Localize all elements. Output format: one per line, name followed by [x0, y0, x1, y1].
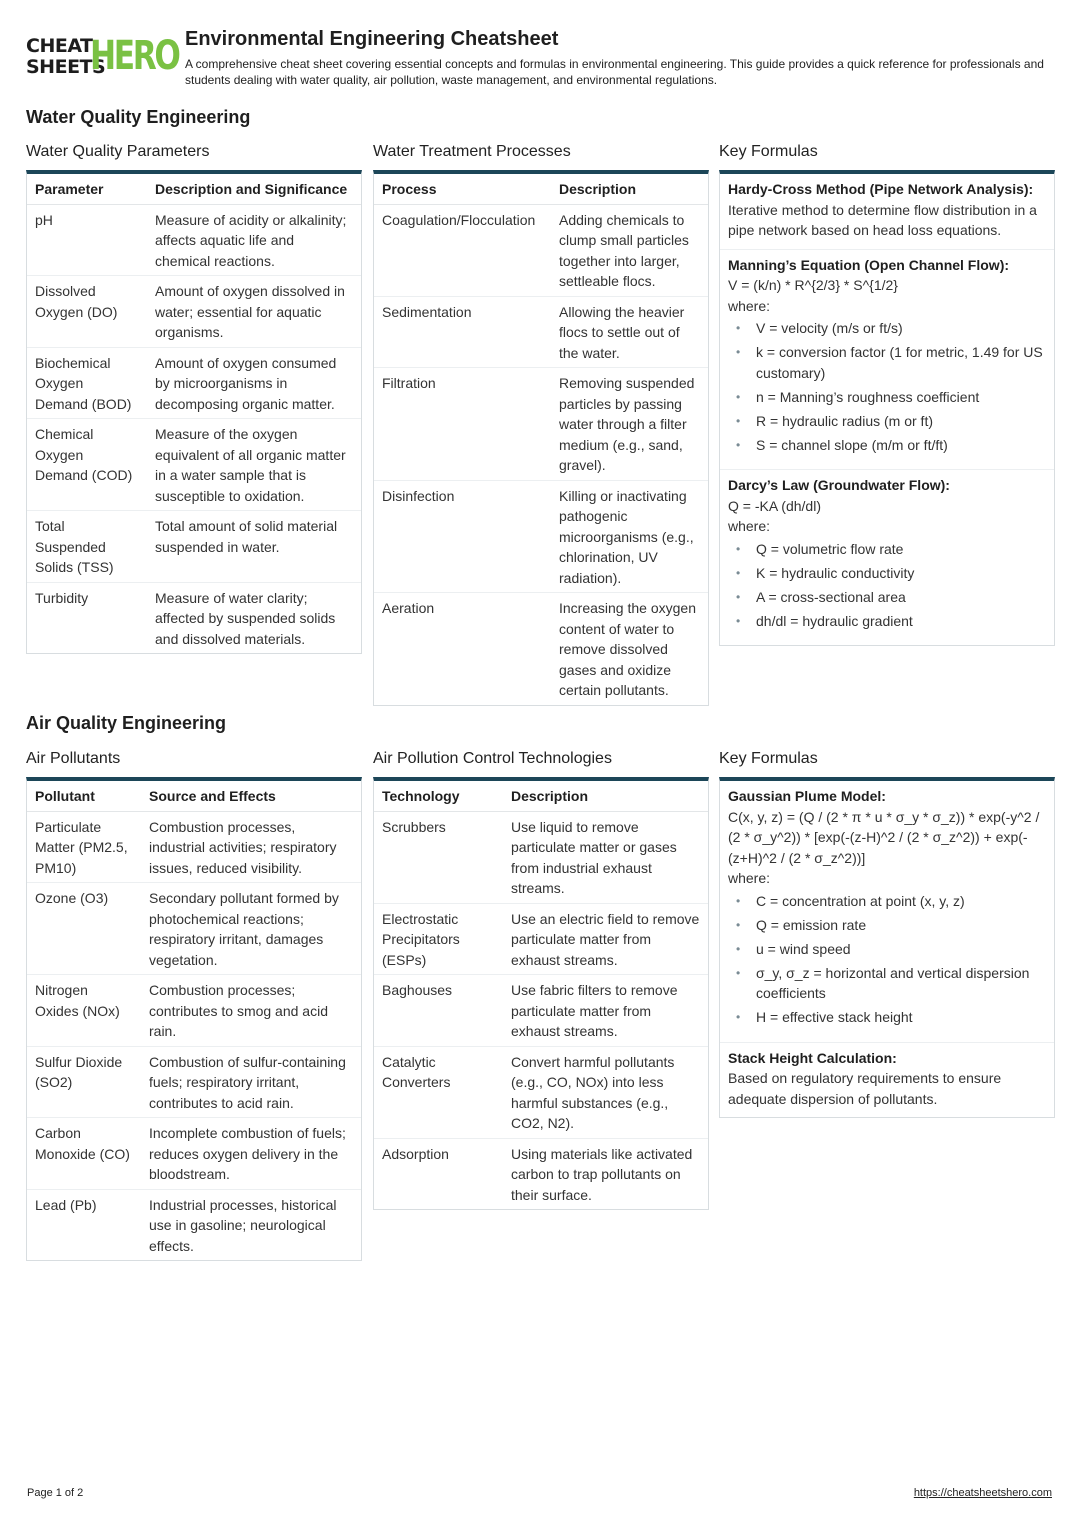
row-description: Incomplete combustion of fuels; reduces oxygen delivery in the bloodstream.: [141, 1118, 361, 1190]
table-row: [374, 903, 708, 975]
formula-block: [720, 781, 1054, 1043]
formula-block: [720, 1043, 1054, 1118]
variable-item: • n = Manning’s roughness coefficient: [756, 387, 1046, 408]
variable-item: • dh/dl = hydraulic gradient: [756, 611, 1046, 632]
table-card: [26, 777, 362, 1261]
row-description: Combustion processes, industrial activities; respiratory issues, reduced visibility.: [141, 811, 361, 883]
panel-title: Key Formulas: [719, 143, 818, 160]
air-formulas-panel: [719, 749, 1055, 1118]
water-treatment-table: [374, 174, 708, 705]
water-params-table: [27, 174, 361, 653]
formula-block: [720, 250, 1054, 471]
row-term: Electrostatic Precipitators (ESPs): [374, 903, 503, 975]
table-row: [27, 347, 361, 419]
table-row: [27, 276, 361, 348]
logo-line-1: CHEAT: [26, 35, 93, 57]
water-formulas-panel: [719, 142, 1055, 646]
table-row: [27, 811, 361, 883]
air-control-table: [374, 781, 708, 1209]
formula-card: [719, 170, 1055, 646]
formula-block: [720, 470, 1054, 645]
water-params-panel: [26, 142, 362, 654]
row-description: Total amount of solid material suspended in water.: [147, 511, 361, 583]
page-number: Page 1 of 2: [27, 1487, 84, 1499]
column-header: Description: [551, 174, 708, 204]
table-row: [27, 1118, 361, 1190]
formula-block: [720, 174, 1054, 250]
formula-text: C(x, y, z) = (Q / (2 * π * u * σ_y * σ_z)) * exp(-y^2 / (2 * σ_y^2)) * [exp(-(z-H)^2 / (2 * σ_z^2)) + exp(-(z+H)^2 / (2 * σ_z^2))]: [728, 808, 1040, 866]
table-card: [373, 777, 709, 1210]
row-description: Industrial processes, historical use in gasoline; neurological effects.: [149, 1196, 337, 1254]
variable-item: • K = hydraulic conductivity: [756, 563, 1046, 584]
table-row: [27, 419, 361, 511]
row-term: Nitrogen Oxides (NOx): [27, 975, 141, 1047]
table-row: [27, 1046, 361, 1118]
row-term: Disinfection: [374, 480, 551, 593]
table-row: [27, 883, 361, 975]
table-row: [374, 204, 708, 296]
formula-text: Based on regulatory requirements to ensure adequate dispersion of pollutants.: [728, 1070, 1002, 1107]
table-header-row: [374, 174, 708, 204]
row-description: Use fabric filters to remove particulate matter from exhaust streams.: [503, 975, 708, 1047]
column-header: Description and Significance: [147, 174, 361, 204]
logo-accent: HERO: [90, 33, 179, 79]
table-row: [374, 593, 708, 705]
table-row: [27, 511, 361, 583]
row-term: Total Suspended Solids (TSS): [27, 511, 147, 583]
variable-item: • σ_y, σ_z = horizontal and vertical dispersion coefficients: [756, 963, 1046, 1004]
variable-item: • S = channel slope (m/m or ft/ft): [756, 435, 1046, 456]
table-row: [27, 975, 361, 1047]
formula-where: where:: [728, 297, 771, 314]
formula-text: Q = -KA (dh/dl): [728, 497, 821, 514]
variable-item: • C = concentration at point (x, y, z): [756, 891, 1046, 912]
table-row: [374, 368, 708, 481]
row-description: Allowing the heavier flocs to settle out of the water.: [551, 296, 708, 368]
row-term: pH: [27, 204, 147, 276]
formula-text: Iterative method to determine flow distribution in a pipe network based on head loss equations.: [728, 201, 1037, 238]
page-description: A comprehensive cheat sheet covering essential concepts and formulas in environmental engineering. This guide provides a quick reference for professionals and students dealing with water quality, air pollution, waste management, and environmental regulations.: [185, 57, 1044, 87]
row-description: Measure of water clarity; affected by suspended solids and dissolved materials.: [155, 589, 336, 647]
row-term: Biochemical Oxygen Demand (BOD): [27, 347, 147, 419]
row-description: Measure of acidity or alkalinity; affects aquatic life and chemical reactions.: [147, 204, 361, 276]
row-term: Lead (Pb): [35, 1196, 97, 1213]
row-description: Use liquid to remove particulate matter or gases from industrial exhaust streams.: [503, 811, 708, 903]
row-description: Removing suspended particles by passing water through a filter medium (e.g., sand, gravel).: [551, 368, 708, 481]
row-description: Secondary pollutant formed by photochemical reactions; respiratory irritant, damages vegetation.: [141, 883, 361, 975]
row-description: Measure of the oxygen equivalent of all organic matter in a water sample that is susceptible to oxidation.: [147, 419, 361, 511]
variable-item: • V = velocity (m/s or ft/s): [756, 318, 1046, 339]
table-card: [373, 170, 709, 706]
column-header: Parameter: [27, 174, 147, 204]
row-term: Sedimentation: [374, 296, 551, 368]
variable-item: • Q = emission rate: [756, 915, 1046, 936]
table-row: [374, 975, 708, 1047]
page-title: Environmental Engineering Cheatsheet: [185, 28, 559, 50]
row-term: Particulate Matter (PM2.5, PM10): [27, 811, 141, 883]
table-header-row: [27, 781, 361, 811]
section-title-water: Water Quality Engineering: [26, 107, 251, 127]
variable-item: • k = conversion factor (1 for metric, 1.49 for US customary): [756, 342, 1046, 383]
row-description: Combustion of sulfur-containing fuels; respiratory irritant, contributes to acid rain.: [141, 1046, 361, 1118]
column-header: Source and Effects: [141, 781, 361, 811]
panel-title: Key Formulas: [719, 750, 818, 767]
variable-item: • A = cross-sectional area: [756, 587, 1046, 608]
variable-item: • H = effective stack height: [756, 1007, 1046, 1028]
row-term: Catalytic Converters: [374, 1046, 503, 1138]
row-description: Amount of oxygen consumed by microorganisms in decomposing organic matter.: [147, 347, 361, 419]
air-control-panel: [373, 749, 709, 1210]
table-row: [374, 811, 708, 903]
row-description: Use an electric field to remove particulate matter from exhaust streams.: [503, 903, 708, 975]
variable-list: [728, 318, 1046, 455]
row-term: Adsorption: [382, 1145, 449, 1162]
variable-list: [728, 539, 1046, 632]
row-description: Amount of oxygen dissolved in water; essential for aquatic organisms.: [147, 276, 361, 348]
row-description: Using materials like activated carbon to trap pollutants on their surface.: [511, 1145, 693, 1203]
table-header-row: [374, 781, 708, 811]
panel-title: Air Pollutants: [26, 750, 121, 767]
table-header-row: [27, 174, 361, 204]
air-pollutants-panel: [26, 749, 362, 1261]
column-header: Pollutant: [27, 781, 141, 811]
variable-list: [728, 891, 1046, 1028]
table-row: [27, 204, 361, 276]
variable-item: • R = hydraulic radius (m or ft): [756, 411, 1046, 432]
page-header: [26, 28, 1056, 88]
formula-name: Manning’s Equation (Open Channel Flow):: [728, 256, 1010, 273]
panel-title: Water Treatment Processes: [373, 143, 571, 160]
variable-item: • Q = volumetric flow rate: [756, 539, 1046, 560]
formula-where: where:: [728, 870, 771, 886]
row-description: Convert harmful pollutants (e.g., CO, NOx) into less harmful substances (e.g., CO2, N2).: [503, 1046, 708, 1138]
row-description: Adding chemicals to clump small particles together into larger, settleable flocs.: [551, 204, 708, 296]
row-term: Coagulation/Flocculation: [374, 204, 551, 296]
formula-name: Gaussian Plume Model:: [728, 788, 886, 804]
row-term: Chemical Oxygen Demand (COD): [27, 419, 147, 511]
formula-name: Hardy-Cross Method (Pipe Network Analysis):: [728, 181, 1034, 197]
row-term: Filtration: [374, 368, 551, 481]
table-card: [26, 170, 362, 654]
table-row: [374, 480, 708, 593]
formula-card: [719, 777, 1055, 1118]
formula-where: where:: [728, 518, 771, 534]
row-description: Killing or inactivating pathogenic microorganisms (e.g., chlorination, UV radiation).: [551, 480, 708, 593]
column-header: Description: [503, 781, 708, 811]
cheatsheetshero-logo[interactable]: [26, 33, 179, 80]
row-description: Increasing the oxygen content of water to remove dissolved gases and oxidize certain pollutants.: [559, 600, 696, 698]
row-term: Baghouses: [374, 975, 503, 1047]
row-term: Dissolved Oxygen (DO): [27, 276, 147, 348]
logo-line-2: SHEETS: [26, 56, 106, 78]
panel-title: Air Pollution Control Technologies: [373, 750, 612, 767]
formula-name: Stack Height Calculation:: [728, 1049, 897, 1066]
table-row: [27, 582, 361, 653]
row-term: Scrubbers: [374, 811, 503, 903]
formula-name: Darcy’s Law (Groundwater Flow):: [728, 477, 950, 493]
table-row: [374, 296, 708, 368]
section-title-air: Air Quality Engineering: [26, 713, 227, 733]
panel-title: Water Quality Parameters: [26, 143, 210, 160]
footer-link[interactable]: https://cheatsheetshero.com: [913, 1487, 1052, 1499]
row-term: Ozone (O3): [27, 883, 141, 975]
table-row: [374, 1046, 708, 1138]
row-term: Carbon Monoxide (CO): [27, 1118, 141, 1190]
row-description: Combustion processes; contributes to smog and acid rain.: [141, 975, 361, 1047]
air-pollutants-table: [27, 781, 361, 1260]
row-term: Aeration: [382, 600, 435, 616]
variable-item: • u = wind speed: [756, 939, 1046, 960]
formula-text: V = (k/n) * R^{2/3} * S^{1/2}: [728, 277, 898, 293]
column-header: Technology: [374, 781, 503, 811]
row-term: Sulfur Dioxide (SO2): [27, 1046, 141, 1118]
table-row: [374, 1138, 708, 1209]
water-treatment-panel: [373, 142, 709, 706]
row-term: Turbidity: [35, 589, 89, 606]
column-header: Process: [374, 174, 551, 204]
table-row: [27, 1189, 361, 1260]
